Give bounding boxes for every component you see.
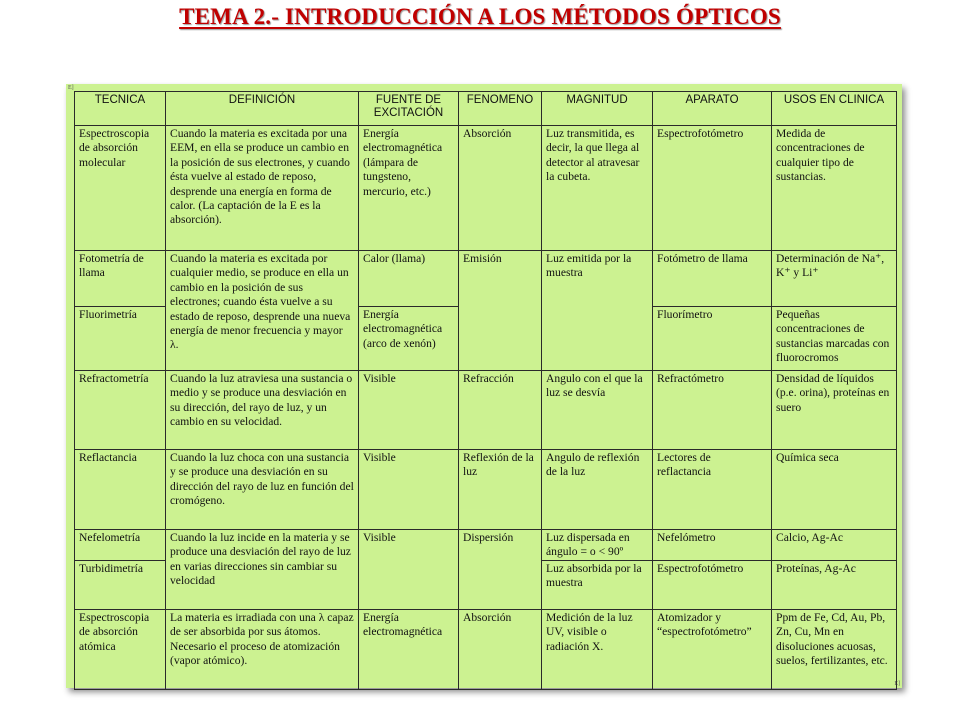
header-fenomeno: FENOMENO	[459, 92, 542, 126]
cell-usos: Densidad de líquidos (p.e. orina), proteínas en suero	[772, 371, 897, 450]
cell-definicion: La materia es irradiada con una λ capaz de ser absorbida por sus átomos. Necesario el proceso de atomización (vapor atómico).	[166, 609, 359, 689]
cell-definicion: Cuando la materia es excitada por cualquier medio, se produce en ella un cambio en la posición de sus electrones; cuando ésta vuelve a su estado de reposo, desprende una nueva energía de menor frecuencia y mayor λ.	[166, 251, 359, 371]
table-row	[75, 251, 897, 307]
cell-usos: Determinación de Na⁺, K⁺ y Li⁺	[772, 251, 897, 307]
table-row	[75, 530, 897, 561]
cell-tecnica: Nefelometría	[75, 530, 166, 561]
cell-tecnica: Espectroscopia de absorción molecular	[75, 126, 166, 251]
cell-definicion: Cuando la luz atraviesa una sustancia o medio y se produce una desviación en su dirección, del rayo de luz, y un cambio en su velocidad.	[166, 371, 359, 450]
cell-tecnica: Fluorimetría	[75, 307, 166, 371]
cell-fuente: Energía electromagnética (arco de xenón)	[359, 307, 459, 371]
cell-usos: Calcio, Ag-Ac	[772, 530, 897, 561]
cell-fenomeno: Absorción	[459, 126, 542, 251]
cell-aparato: Atomizador y “espectrofotómetro”	[653, 609, 772, 689]
cell-magnitud: Luz dispersada en ángulo = o < 90º	[542, 530, 653, 561]
cell-usos: Medida de concentraciones de cualquier tipo de sustancias.	[772, 126, 897, 251]
header-magnitud: MAGNITUD	[542, 92, 653, 126]
cell-usos: Química seca	[772, 450, 897, 530]
cell-aparato: Refractómetro	[653, 371, 772, 450]
cell-fenomeno: Dispersión	[459, 530, 542, 610]
cell-magnitud: Angulo de reflexión de la luz	[542, 450, 653, 530]
cell-fuente: Calor (llama)	[359, 251, 459, 307]
cell-definicion: Cuando la luz incide en la materia y se produce una desviación del rayo de luz en varias direcciones sin cambiar su velocidad	[166, 530, 359, 610]
header-tecnica: TECNICA	[75, 92, 166, 126]
header-row	[75, 92, 897, 126]
cell-definicion: Cuando la luz choca con una sustancia y se produce una desviación en su dirección del rayo de luz en función del cromógeno.	[166, 450, 359, 530]
cell-usos: Proteínas, Ag-Ac	[772, 560, 897, 609]
cell-tecnica: Refractometría	[75, 371, 166, 450]
corner-mark-bottom-right: E]	[894, 681, 900, 687]
table-row	[75, 126, 897, 251]
cell-magnitud: Angulo con el que la luz se desvía	[542, 371, 653, 450]
cell-usos: Ppm de Fe, Cd, Au, Pb, Zn, Cu, Mn en disoluciones acuosas, suelos, fertilizantes, etc.	[772, 609, 897, 689]
cell-fenomeno: Refracción	[459, 371, 542, 450]
cell-aparato: Espectrofotómetro	[653, 560, 772, 609]
cell-fuente: Energía electromagnética (lámpara de tungsteno, mercurio, etc.)	[359, 126, 459, 251]
table-row	[75, 371, 897, 450]
cell-fuente: Visible	[359, 371, 459, 450]
cell-aparato: Fotómetro de llama	[653, 251, 772, 307]
cell-tecnica: Turbidimetría	[75, 560, 166, 609]
cell-aparato: Fluorímetro	[653, 307, 772, 371]
cell-fenomeno: Absorción	[459, 609, 542, 689]
cell-aparato: Espectrofotómetro	[653, 126, 772, 251]
cell-aparato: Lectores de reflactancia	[653, 450, 772, 530]
page-title: TEMA 2.- INTRODUCCIÓN A LOS MÉTODOS ÓPTICOS	[179, 4, 781, 29]
cell-fenomeno: Reflexión de la luz	[459, 450, 542, 530]
cell-fuente: Energía electromagnética	[359, 609, 459, 689]
table-panel	[66, 84, 902, 688]
cell-tecnica: Fotometría de llama	[75, 251, 166, 307]
header-definicion: DEFINICIÓN	[166, 92, 359, 126]
table-row	[75, 450, 897, 530]
table-row	[75, 609, 897, 689]
corner-mark-top-left: E]	[68, 85, 74, 91]
cell-definicion: Cuando la materia es excitada por una EEM, en ella se produce un cambio en la posición de sus electrones, y cuando ésta vuelve al estado de reposo, desprende una energía en forma de calor. (La captación de la E es la absorción).	[166, 126, 359, 251]
optical-methods-table	[74, 91, 897, 690]
cell-fuente: Visible	[359, 450, 459, 530]
cell-magnitud: Luz emitida por la muestra	[542, 251, 653, 371]
cell-tecnica: Espectroscopia de absorción atómica	[75, 609, 166, 689]
header-usos: USOS EN CLINICA	[772, 92, 897, 126]
cell-usos: Pequeñas concentraciones de sustancias marcadas con fluorocromos	[772, 307, 897, 371]
cell-tecnica: Reflactancia	[75, 450, 166, 530]
cell-magnitud: Medición de la luz UV, visible o radiación X.	[542, 609, 653, 689]
cell-magnitud: Luz absorbida por la muestra	[542, 560, 653, 609]
cell-aparato: Nefelómetro	[653, 530, 772, 561]
header-aparato: APARATO	[653, 92, 772, 126]
cell-magnitud: Luz transmitida, es decir, la que llega al detector al atravesar la cubeta.	[542, 126, 653, 251]
cell-fuente: Visible	[359, 530, 459, 610]
header-fuente: FUENTE DE EXCITACIÓN	[359, 92, 459, 126]
cell-fenomeno: Emisión	[459, 251, 542, 371]
